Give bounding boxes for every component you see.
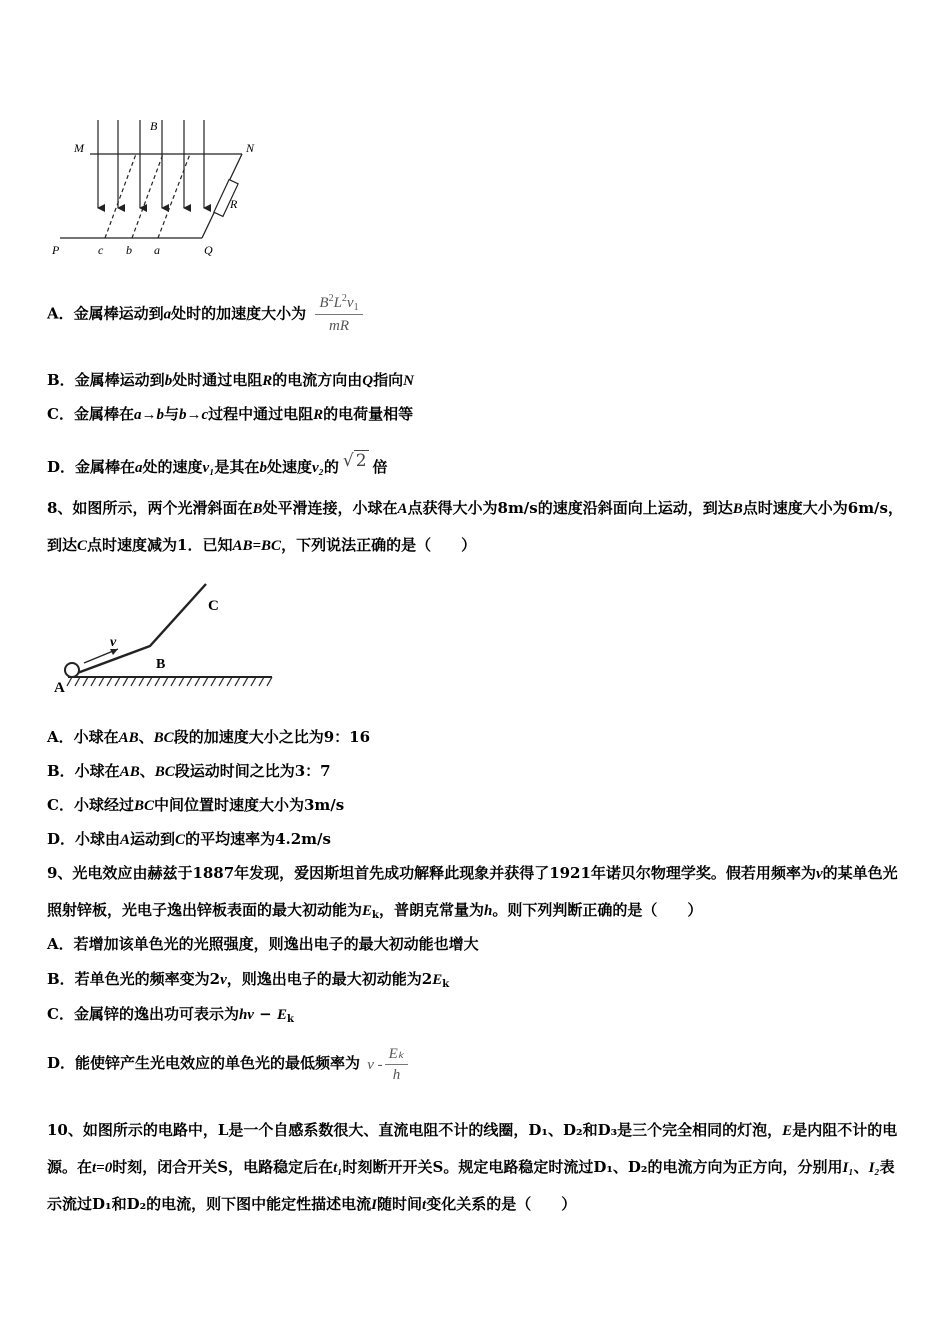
q8-option-c: C．小球经过BC中间位置时速度大小为3m/s <box>47 796 345 814</box>
q9-frequency-expression: ν - $\frac{\text{Eₖ}}{h}$ <box>367 1041 408 1087</box>
label-A: A <box>54 680 65 696</box>
label-Q: Q <box>204 243 213 257</box>
label-v: v <box>110 635 117 650</box>
label-M: M <box>74 141 84 155</box>
label-P: P <box>52 243 60 257</box>
q9-option-b: B．若单色光的频率变为2ν，则逸出电子的最大初动能为$2E_k$ <box>47 970 450 990</box>
label-b: b <box>126 243 132 257</box>
label-B: B <box>156 657 166 672</box>
label-C: C <box>208 598 219 614</box>
q10-stem: 10、如图所示的电路中，L是一个自感系数很大、直流电阻不计的线圈，D₁、D₂和D₃是三个完全相同的灯泡，E是内阻不计的电源。在t=0时刻，闭合开关S，电路稳定后在t₁时刻断开开关S。规定电路稳定时流过D₁、D₂的电流方向为正方向，分别用I₁、I₂表示流过D₁和D₂的电流，则下图中能定性描述电流I随时间t变化关系的是（ ） <box>47 1121 898 1213</box>
incline-figure <box>50 576 280 696</box>
q9-stem: 9、光电效应由赫兹于1887年发现，爱因斯坦首先成功解释此现象并获得了1921年诺贝尔物理学奖。假若用频率为ν的某单色光照射锌板，光电子逸出锌板表面的最大初动能为$E_k$，普朗克常量为h。则下列判断正确的是（ ） <box>47 864 898 921</box>
q7-option-d: D．金属棒在a处的速度v₁是其在b处速度v₂的 √ 2 倍 <box>47 446 388 476</box>
q9-option-c: C．金属锌的逸出功可表示为$h\nu - E_k$ <box>47 1005 294 1025</box>
q7-option-c: C．金属棒在a→b与b→c过程中通过电阻R的电荷量相等 <box>47 405 414 423</box>
q8-option-b: B．小球在AB、BC段运动时间之比为3：7 <box>47 762 331 780</box>
sqrt-symbol: √ 2 <box>342 451 367 471</box>
q7-fraction: $\frac{B^2L^2v_1}{mR}$ <box>315 292 362 337</box>
q7-option-b: B．金属棒运动到b处时通过电阻R的电流方向由Q指向N <box>47 371 414 389</box>
q8-option-a: A．小球在AB、BC段的加速度大小之比为9：16 <box>47 728 370 746</box>
q8-stem: 8、如图所示，两个光滑斜面在B处平滑连接，小球在A点获得大小为8m/s的速度沿斜面向上运动，到达B点时速度大小为6m/s，到达C点时速度减为1．已知AB=BC，下列说法正确的是（ ） <box>47 499 903 554</box>
label-c: c <box>98 243 104 257</box>
q8-option-d: D．小球由A运动到C的平均速率为4.2m/s <box>47 830 331 848</box>
q9-option-d: D．能使锌产生光电效应的单色光的最低频率为 ν - $\frac{\text{Eₖ}}{h}$ <box>47 1040 408 1086</box>
label-B: B <box>150 119 158 133</box>
label-N: N <box>246 141 255 155</box>
rail-circuit-figure <box>50 112 280 262</box>
label-R: R <box>230 197 238 211</box>
q9-option-a: A．若增加该单色光的光照强度，则逸出电子的最大初动能也增大 <box>47 935 479 953</box>
q7-option-a: A．金属棒运动到a处时的加速度大小为 $\frac{B^2L^2v_1}{mR}$ <box>47 292 363 332</box>
label-a: a <box>154 243 160 257</box>
